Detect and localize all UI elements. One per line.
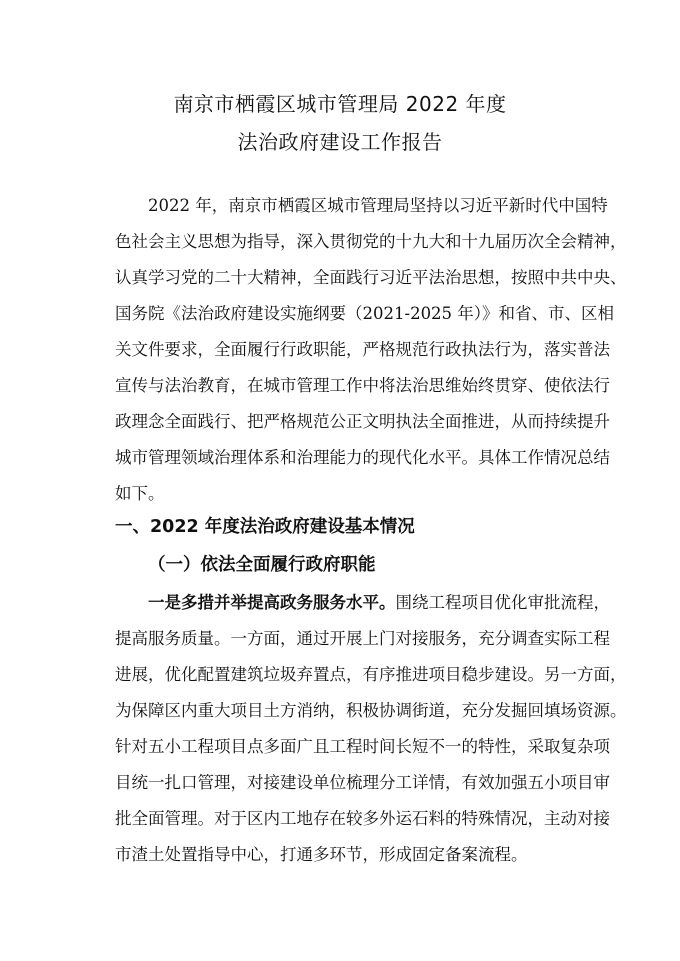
document-title-line-1: 南京市栖霞区城市管理局 2022 年度 (173, 92, 507, 116)
paragraph-line: 进展，优化配置建筑垃圾弃置点，有序推进项目稳步建设。另一方面， (115, 665, 627, 684)
section-heading: 一、2022 年度法治政府建设基本情况 (115, 517, 415, 537)
intro-line: 如下。 (115, 484, 165, 503)
intro-line: 政理念全面践行、把严格规范公正文明执法全面推进，从而持续提升 (115, 412, 610, 431)
intro-line: 城市管理领域治理体系和治理能力的现代化水平。具体工作情况总结 (115, 448, 610, 467)
paragraph-line: 为保障区内重大项目土方消纳，积极协调街道，充分发掘回填场资源。 (115, 701, 627, 720)
intro-line: 认真学习党的二十大精神，全面践行习近平法治思想，按照中共中央、 (115, 268, 627, 287)
intro-paragraph (115, 188, 627, 512)
intro-line: 2022 年，南京市栖霞区城市管理局坚持以习近平新时代中国特 (148, 196, 608, 215)
paragraph-line: 提高服务质量。一方面，通过开展上门对接服务，充分调查实际工程 (115, 629, 610, 648)
paragraph-first-line (115, 585, 610, 621)
intro-line: 国务院《法治政府建设实施纲要（2021-2025 年）》和省、市、区相 (115, 304, 615, 323)
intro-line: 宣传与法治教育，在城市管理工作中将法治思维始终贯穿、使依法行 (115, 376, 610, 395)
paragraph-line: 目统一扎口管理，对接建设单位梳理分工详情，有效加强五小项目审 (115, 773, 610, 792)
document-title-line-2: 法治政府建设工作报告 (237, 130, 443, 154)
paragraph-line: 市渣土处置指导中心，打通多环节，形成固定备案流程。 (115, 845, 528, 864)
paragraph-lead: 一是多措并举提高政务服务水平。 (148, 593, 396, 612)
intro-line: 关文件要求，全面履行行政职能，严格规范行政执法行为，落实普法 (115, 340, 610, 359)
intro-line: 色社会主义思想为指导，深入贯彻党的十九大和十九届历次全会精神， (115, 232, 627, 251)
subsection-heading: （一）依法全面履行政府职能 (148, 555, 376, 575)
paragraph-one (115, 585, 627, 873)
paragraph-first-line-rest: 围绕工程项目优化审批流程， (395, 593, 610, 612)
paragraph-line: 针对五小工程项目点多面广且工程时间长短不一的特性，采取复杂项 (115, 737, 610, 756)
paragraph-line: 批全面管理。对于区内工地存在较多外运石料的特殊情况，主动对接 (115, 809, 610, 828)
